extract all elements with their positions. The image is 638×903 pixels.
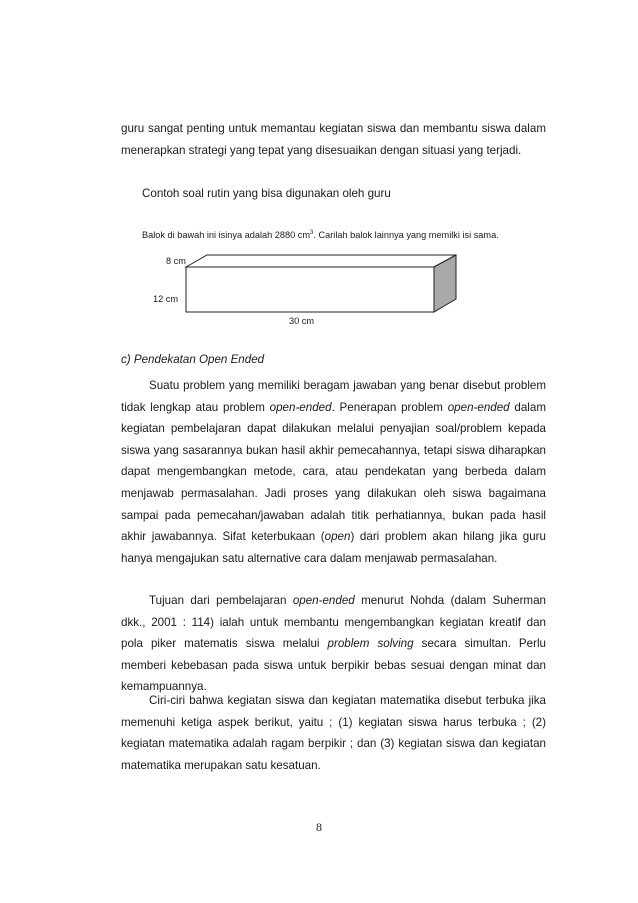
- emphasis: open: [324, 530, 351, 544]
- text: secara simultan. Perlu memberi kebebasan pada siswa untuk berpikir bebas sesuai dengan minat dan kemampuannya.: [121, 637, 546, 694]
- emphasis: open-ended: [269, 400, 332, 414]
- depth-label: 8 cm: [166, 256, 186, 266]
- paragraph-open-ended-goal: [121, 590, 546, 698]
- text: dalam kegiatan pembelajaran dapat dilakukan melalui penyajian soal/problem kepada siswa yang sasarannya bukan hasil akhir pemecahannya, tetapi siswa diharapkan dapat mengembangkan metode, cara, atau pendekatan yang berbeda dalam menjawab permasalahan. Jadi proses yang dilakukan oleh siswa bagaimana sampai pada pemecahan/jawaban adalah titik perhatiannya, bukan pada hasil akhir jawabannya. Sifat keterbukaan (: [121, 400, 546, 544]
- page-number: 8: [316, 820, 322, 834]
- cube-exponent: 3: [310, 230, 314, 236]
- example-heading: Contoh soal rutin yang bisa digunakan oleh guru: [142, 187, 391, 200]
- emphasis: problem solving: [327, 637, 414, 651]
- emphasis: open-ended: [292, 594, 355, 607]
- problem-text-end: . Carilah balok lainnya yang memilki isi sama.: [313, 230, 499, 241]
- cuboid-top-face: [186, 255, 456, 267]
- cuboid-front-face: [186, 267, 434, 312]
- paragraph-open-ended-definition: [121, 375, 546, 569]
- problem-text: Balok di bawah ini isinya adalah 2880 cm: [142, 230, 311, 241]
- text: ) dari problem akan hilang jika guru hanya mengajukan satu alternative cara dalam menjawab permasalahan.: [121, 530, 546, 565]
- text: Suatu problem yang memiliki beragam jawaban yang benar disebut problem tidak lengkap atau problem: [121, 379, 546, 414]
- length-label: 30 cm: [289, 316, 315, 326]
- paragraph-open-ended-characteristics: Ciri-ciri bahwa kegiatan siswa dan kegiatan matematika disebut terbuka jika memenuhi ketiga aspek berikut, yaitu ; (1) kegiatan siswa harus terbuka ; (2) kegiatan matematika adalah ragam berpikir ; dan (3) kegiatan siswa dan kegiatan matematika merupakan satu kesatuan.: [121, 694, 546, 772]
- text: Tujuan dari pembelajaran: [149, 594, 293, 607]
- text: menurut Nohda (dalam Suherman dkk., 2001 : 114) ialah untuk membantu mengembangkan kegiatan kreatif dan pola piker matematis siswa melalui: [121, 594, 546, 651]
- section-heading: c) Pendekatan Open Ended: [121, 353, 265, 366]
- height-label: 12 cm: [153, 294, 179, 304]
- intro-paragraph: guru sangat penting untuk memantau kegiatan siswa dan membantu siswa dalam menerapkan strategi yang tepat yang disesuaikan dengan situasi yang terjadi.: [121, 122, 546, 157]
- emphasis: open-ended: [447, 400, 510, 414]
- text: . Penerapan problem: [331, 400, 448, 414]
